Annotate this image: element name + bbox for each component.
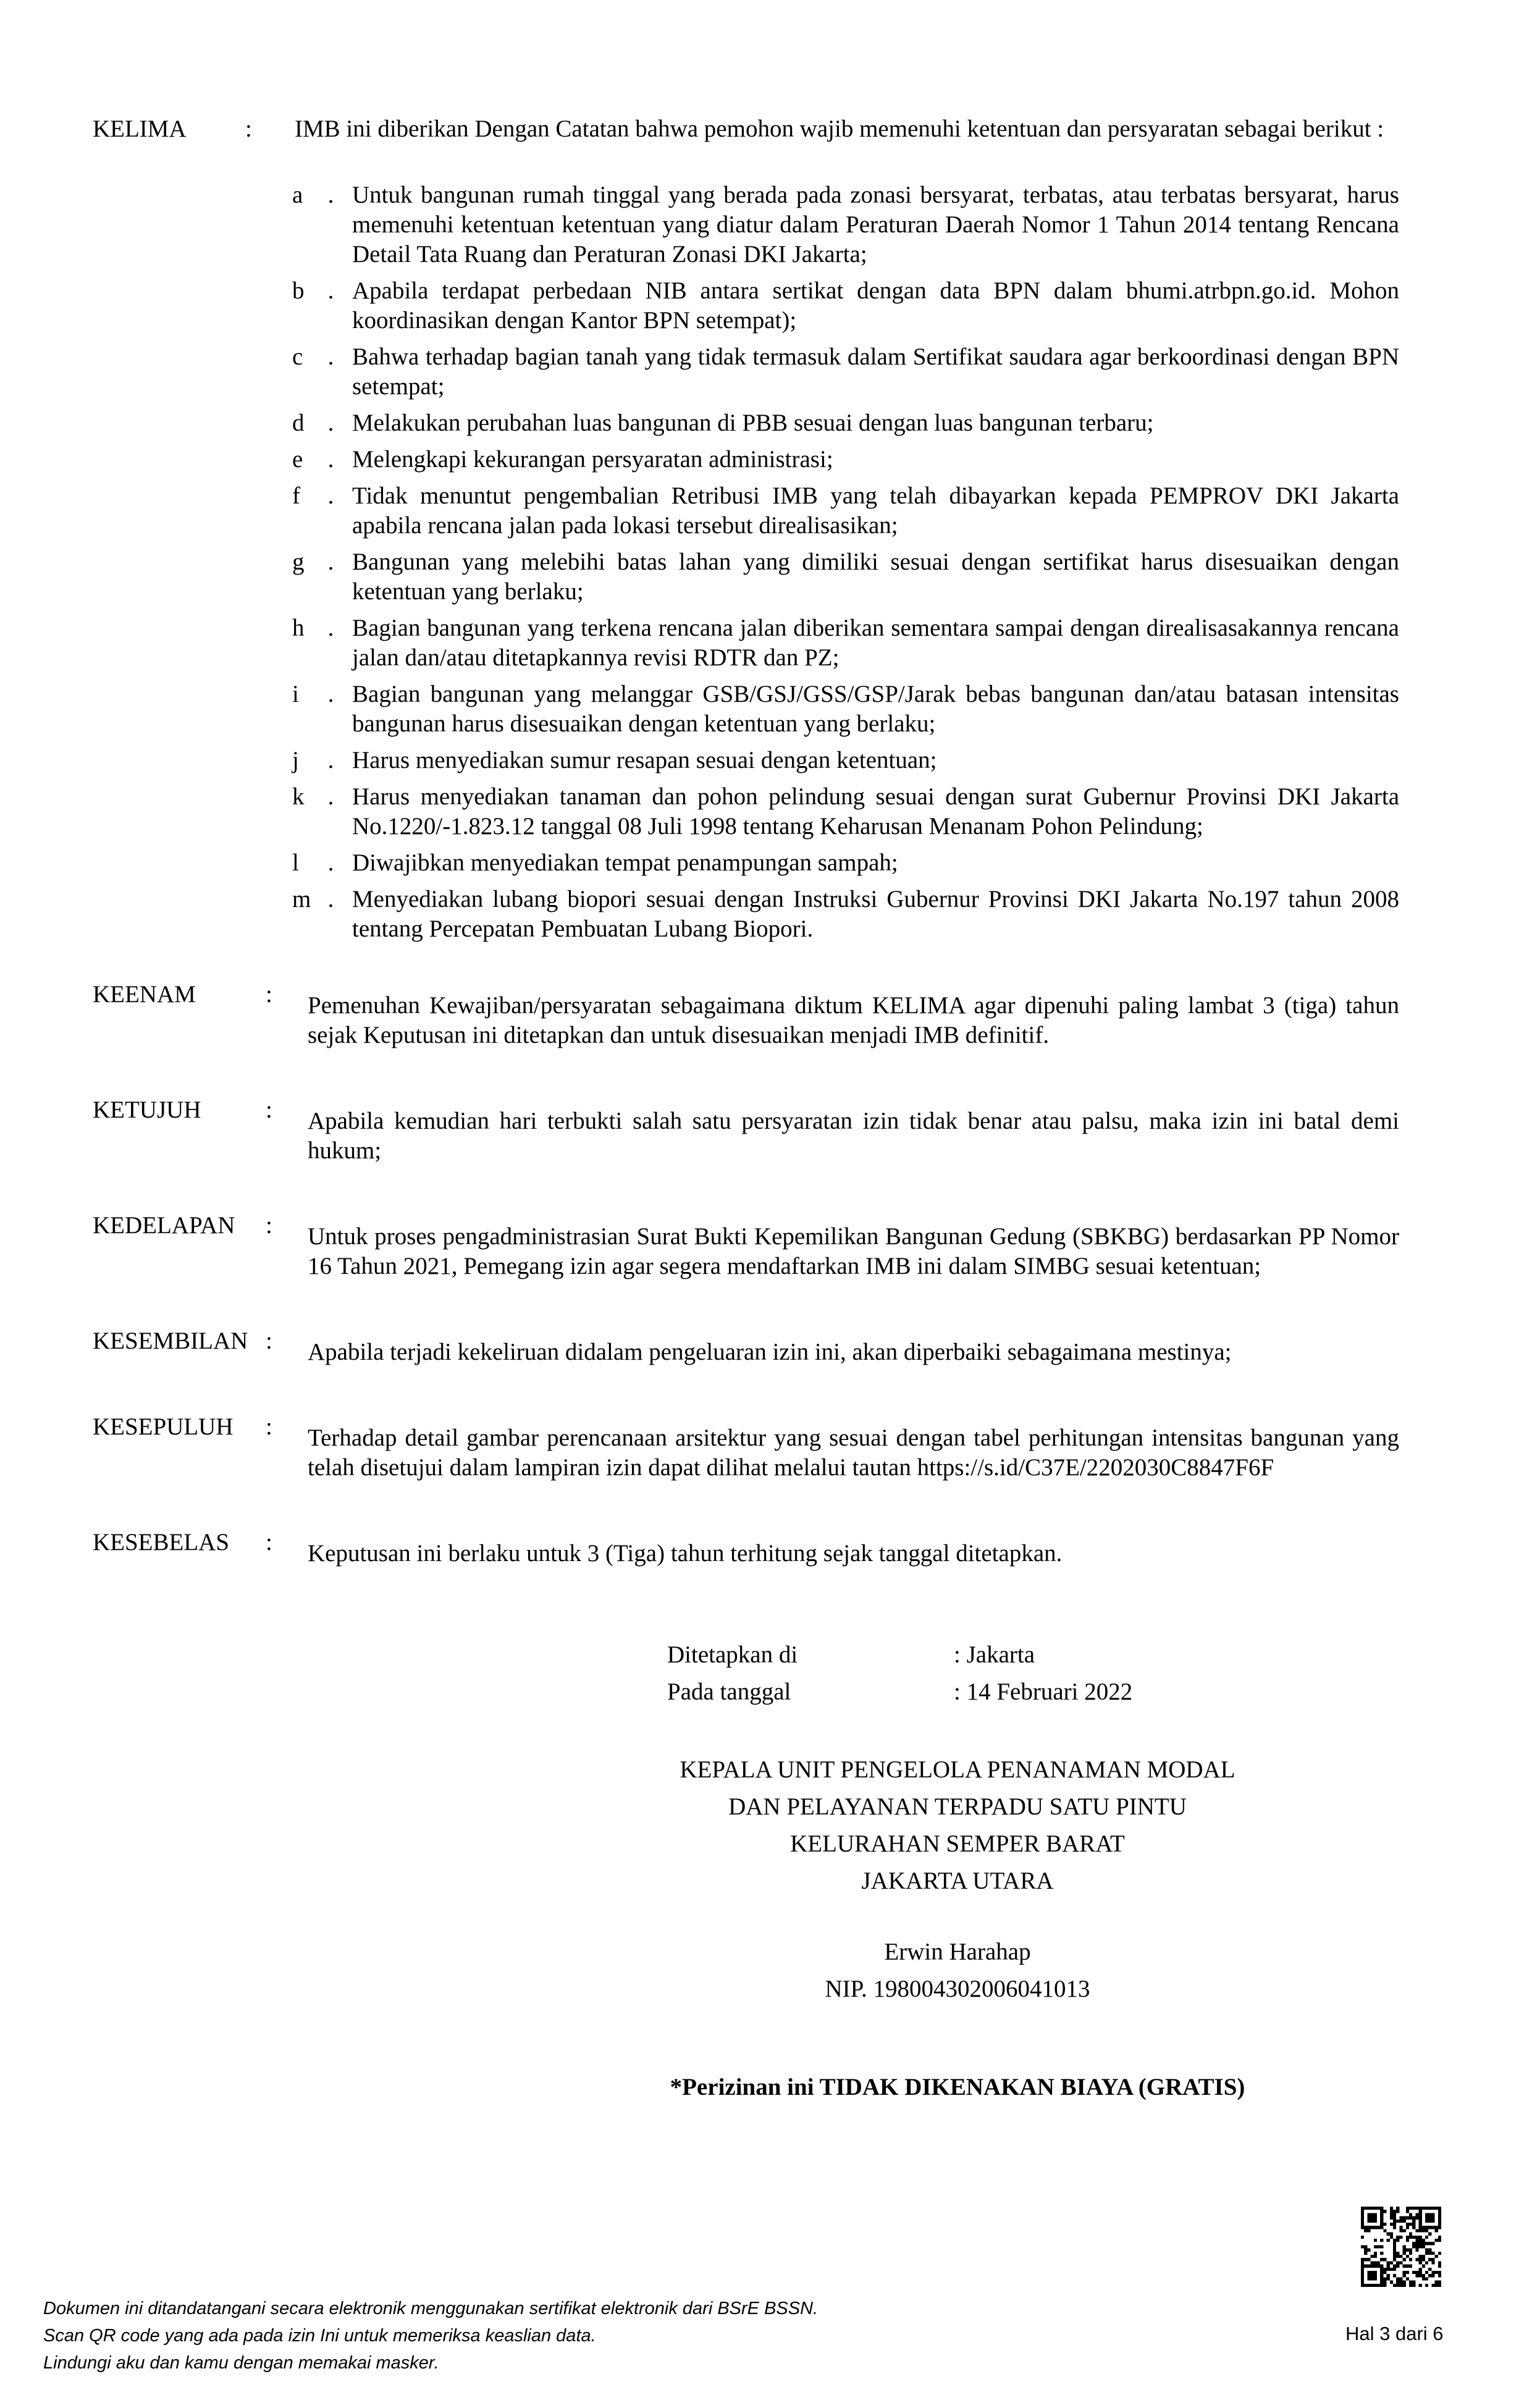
signature-row-label: Pada tanggal bbox=[667, 1678, 791, 1705]
list-item bbox=[284, 180, 1399, 269]
item-letter: c bbox=[292, 343, 303, 370]
item-text: Bangunan yang melebihi batas lahan yang dimiliki sesuai dengan sertifikat harus disesuaikan dengan ketentuan yang berlaku; bbox=[352, 549, 1399, 605]
item-letter: j bbox=[292, 747, 299, 773]
item-text: Bagian bangunan yang melanggar GSB/GSJ/GSS/GSP/Jarak bebas bangunan dan/atau batasan intensitas bangunan harus disesuaikan dengan ketentuan yang berlaku; bbox=[352, 681, 1399, 737]
section-text: Pemenuhan Kewajiban/persyaratan sebagaimana diktum KELIMA agar dipenuhi paling lambat 3 (tiga) tahun sejak Keputusan ini ditetapkan dan untuk disesuaikan menjadi IMB definitif. bbox=[308, 992, 1399, 1048]
item-text: Apabila terdapat perbedaan NIB antara sertikat dengan data BPN dalam bhumi.atrbpn.go.id. Mohon koordinasikan dengan Kantor BPN setempat); bbox=[352, 277, 1399, 334]
decree-section-row bbox=[93, 1211, 1399, 1281]
signature-row bbox=[667, 1677, 1248, 1707]
item-letter: l bbox=[292, 849, 299, 876]
list-item bbox=[284, 445, 1399, 474]
item-text: Tidak menuntut pengembalian Retribusi IMB yang telah dibayarkan kepada PEMPROV DKI Jakarta apabila rencana jalan pada lokasi tersebut direalisasikan; bbox=[352, 482, 1399, 539]
signature-row-label: Ditetapkan di bbox=[667, 1641, 798, 1668]
list-item bbox=[284, 746, 1399, 775]
issuing-authority-line: JAKARTA UTARA bbox=[861, 1867, 1054, 1894]
decree-section-row bbox=[93, 980, 1399, 1050]
signature-row-value: : 14 Februari 2022 bbox=[954, 1678, 1133, 1705]
qr-code-icon bbox=[1361, 2207, 1441, 2287]
item-letter: h bbox=[292, 615, 305, 641]
section-text: Untuk proses pengadministrasian Surat Bukti Kepemilikan Bangunan Gedung (SBKBG) berdasarkan PP Nomor 16 Tahun 2021, Pemegang izin agar segera mendaftarkan IMB ini dalam SIMBG sesuai ketentuan; bbox=[308, 1223, 1399, 1279]
signature-place-date bbox=[667, 1640, 1248, 1707]
signer-nip: NIP. 198004302006041013 bbox=[825, 1976, 1090, 2002]
list-item bbox=[284, 481, 1399, 541]
section-label: KESEBELAS bbox=[93, 1529, 230, 1556]
item-letter: d bbox=[292, 410, 305, 436]
list-item bbox=[284, 680, 1399, 739]
section-text: Apabila terjadi kekeliruan didalam pengeluaran izin ini, akan diperbaiki sebagaimana mestinya; bbox=[308, 1339, 1232, 1365]
item-letter: m bbox=[292, 886, 311, 912]
item-text: Bagian bangunan yang terkena rencana jalan diberikan sementara sampai dengan direalisasakannya rencana jalan dan/atau ditetapkannya revisi RDTR dan PZ; bbox=[352, 615, 1399, 671]
free-of-charge-notice: *Perizinan ini TIDAK DIKENAKAN BIAYA (GRATIS) bbox=[670, 2074, 1245, 2100]
item-text: Untuk bangunan rumah tinggal yang berada pada zonasi bersyarat, terbatas, atau terbatas bersyarat, harus memenuhi ketentuan ketentuan yang diatur dalam Peraturan Daerah Nomor 1 Tahun 2014 tentang Rencana Detail Tata Ruang dan Peraturan Zonasi DKI Jakarta; bbox=[352, 182, 1399, 267]
decree-section-row bbox=[93, 1326, 1399, 1367]
signature-row-value: : Jakarta bbox=[954, 1641, 1035, 1668]
item-separator-dot: . bbox=[327, 482, 334, 509]
item-separator-dot: . bbox=[327, 886, 334, 912]
page-indicator: Hal 3 dari 6 bbox=[1345, 2323, 1444, 2344]
decree-sections bbox=[93, 980, 1399, 1568]
section-colon: : bbox=[266, 1413, 272, 1440]
section-colon: : bbox=[266, 1212, 272, 1239]
list-item bbox=[284, 547, 1399, 607]
signer bbox=[667, 1934, 1248, 2008]
section-kelima bbox=[93, 114, 1399, 144]
kelima-item-list bbox=[284, 180, 1399, 944]
section-colon: : bbox=[266, 981, 272, 1008]
section-label: KELIMA bbox=[93, 116, 187, 142]
issuing-authority-line: DAN PELAYANAN TERPADU SATU PINTU bbox=[728, 1793, 1187, 1820]
item-text: Diwajibkan menyediakan tempat penampungan sampah; bbox=[352, 849, 898, 876]
item-separator-dot: . bbox=[327, 182, 334, 208]
item-letter: f bbox=[292, 482, 300, 509]
decree-section-row bbox=[93, 1528, 1399, 1568]
item-separator-dot: . bbox=[327, 849, 334, 876]
footer-line: Dokumen ini ditandatangani secara elektronik menggunakan sertifikat elektronik dari BSrE BSSN. bbox=[43, 2299, 819, 2318]
item-letter: k bbox=[292, 783, 305, 810]
footer-line: Scan QR code yang ada pada izin Ini untuk memeriksa keaslian data. bbox=[43, 2326, 596, 2346]
item-separator-dot: . bbox=[327, 681, 334, 707]
item-text: Melakukan perubahan luas bangunan di PBB sesuai dengan luas bangunan terbaru; bbox=[352, 410, 1154, 436]
issuing-authority-line: KELURAHAN SEMPER BARAT bbox=[790, 1830, 1125, 1857]
signer-name: Erwin Harahap bbox=[884, 1939, 1031, 1965]
decree-body bbox=[93, 114, 1399, 1568]
section-text: Apabila kemudian hari terbukti salah satu persyaratan izin tidak benar atau palsu, maka izin ini batal demi hukum; bbox=[308, 1108, 1399, 1164]
item-text: Harus menyediakan tanaman dan pohon pelindung sesuai dengan surat Gubernur Provinsi DKI Jakarta No.1220/-1.823.12 tanggal 08 Juli 1998 tentang Keharusan Menanam Pohon Pelindung; bbox=[352, 783, 1399, 840]
section-colon: : bbox=[245, 116, 252, 142]
item-text: Menyediakan lubang biopori sesuai dengan Instruksi Gubernur Provinsi DKI Jakarta No.197 tahun 2008 tentang Percepatan Pembuatan Lubang Biopori. bbox=[352, 886, 1399, 942]
list-item bbox=[284, 408, 1399, 438]
signature-row bbox=[667, 1640, 1248, 1670]
item-letter: g bbox=[292, 549, 305, 575]
issuing-authority-line: KEPALA UNIT PENGELOLA PENANAMAN MODAL bbox=[680, 1756, 1235, 1783]
decree-section-row bbox=[93, 1095, 1399, 1166]
item-separator-dot: . bbox=[327, 446, 334, 473]
section-colon: : bbox=[266, 1529, 272, 1556]
section-intro-text: IMB ini diberikan Dengan Catatan bahwa pemohon wajib memenuhi ketentuan dan persyaratan sebagai berikut : bbox=[295, 116, 1384, 142]
decree-section-row bbox=[93, 1412, 1399, 1483]
item-letter: b bbox=[292, 277, 305, 304]
footer-line: Lindungi aku dan kamu dengan memakai masker. bbox=[43, 2353, 439, 2373]
item-separator-dot: . bbox=[327, 549, 334, 575]
list-item bbox=[284, 782, 1399, 841]
list-item bbox=[284, 613, 1399, 673]
issuing-authority bbox=[667, 1751, 1248, 1900]
list-item bbox=[284, 342, 1399, 402]
item-separator-dot: . bbox=[327, 747, 334, 773]
item-letter: i bbox=[292, 681, 299, 707]
section-text: Terhadap detail gambar perencanaan arsitektur yang sesuai dengan tabel perhitungan intensitas bangunan yang telah disetujui dalam lampiran izin dapat dilihat melalui tautan https://s.id/C37E/2202030C8847F6F bbox=[308, 1425, 1399, 1481]
section-colon: : bbox=[266, 1328, 272, 1354]
item-letter: e bbox=[292, 446, 303, 473]
section-label: KEENAM bbox=[93, 981, 196, 1008]
list-item bbox=[284, 848, 1399, 878]
item-separator-dot: . bbox=[327, 783, 334, 810]
item-separator-dot: . bbox=[327, 277, 334, 304]
list-item bbox=[284, 885, 1399, 944]
item-text: Melengkapi kekurangan persyaratan administrasi; bbox=[352, 446, 833, 473]
section-label: KESEMBILAN bbox=[93, 1328, 248, 1354]
item-separator-dot: . bbox=[327, 615, 334, 641]
signature-block bbox=[667, 1640, 1248, 2102]
list-item bbox=[284, 276, 1399, 335]
item-text: Harus menyediakan sumur resapan sesuai dengan ketentuan; bbox=[352, 747, 937, 773]
section-text: Keputusan ini berlaku untuk 3 (Tiga) tahun terhitung sejak tanggal ditetapkan. bbox=[308, 1540, 1063, 1567]
item-text: Bahwa terhadap bagian tanah yang tidak termasuk dalam Sertifikat saudara agar berkoordinasi dengan BPN setempat; bbox=[352, 343, 1399, 400]
item-letter: a bbox=[292, 182, 303, 208]
section-colon: : bbox=[266, 1097, 272, 1123]
footer-disclaimer bbox=[43, 2295, 1093, 2376]
section-label: KEDELAPAN bbox=[93, 1212, 235, 1239]
section-label: KESEPULUH bbox=[93, 1413, 234, 1440]
item-separator-dot: . bbox=[327, 343, 334, 370]
item-separator-dot: . bbox=[327, 410, 334, 436]
section-label: KETUJUH bbox=[93, 1097, 201, 1123]
